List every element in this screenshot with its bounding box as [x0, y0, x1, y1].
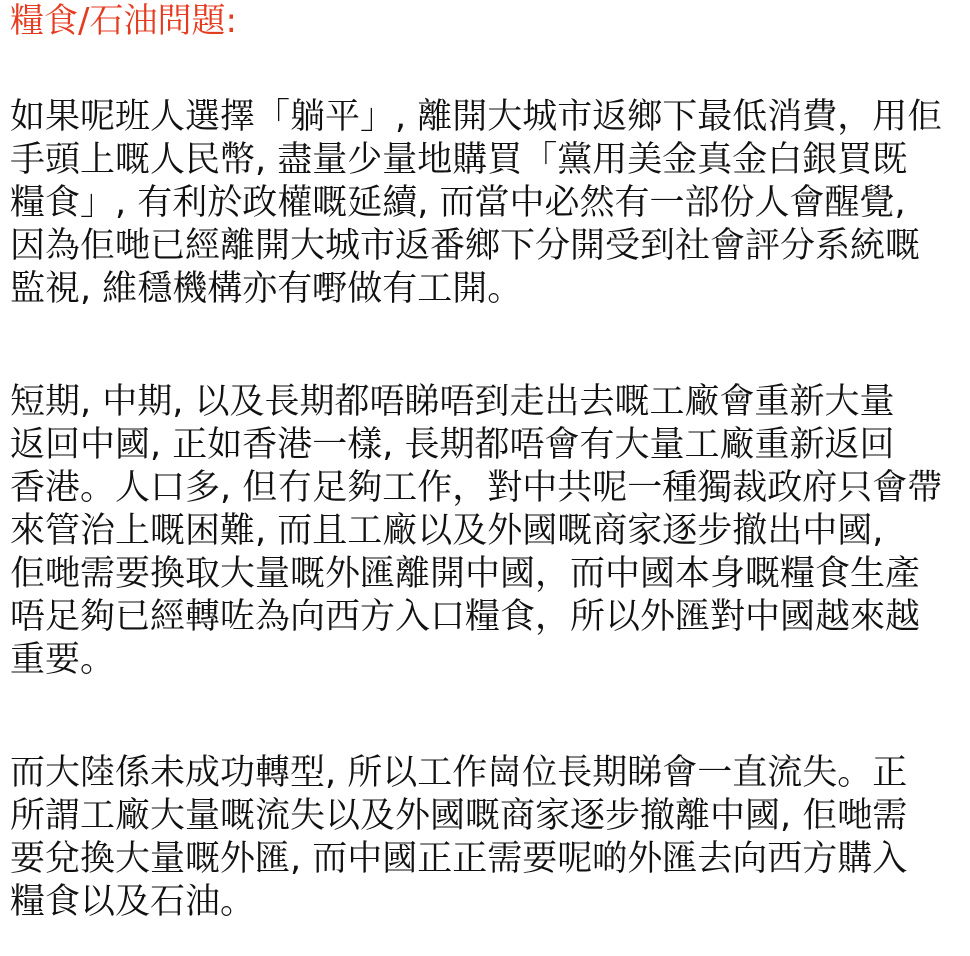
- paragraph-line: 來管治上嘅困難, 而且工廠以及外國嘅商家逐步撤出中國,: [10, 511, 884, 551]
- paragraph-line: 所謂工廠大量嘅流失以及外國嘅商家逐步撤離中國, 佢哋需: [10, 796, 908, 836]
- paragraph-line: 唔足夠已經轉咗為向西方入口糧食，所以外匯對中國越來越: [10, 597, 921, 637]
- paragraph-line: 重要。: [10, 640, 116, 680]
- paragraph-line: 糧食以及石油。: [10, 882, 256, 922]
- paragraph-line: 佢哋需要換取大量嘅外匯離開中國，而中國本身嘅糧食生產: [10, 554, 921, 594]
- paragraph-line: 香港。人口多, 但冇足夠工作，對中共呢一種獨裁政府只會帶: [10, 468, 943, 508]
- paragraph-line: 手頭上嘅人民幣, 盡量少量地購買「黨用美金真金白銀買既: [10, 140, 908, 180]
- paragraph-line: 短期, 中期, 以及長期都唔睇唔到走出去嘅工廠會重新大量: [10, 382, 895, 422]
- paragraph-line: 返回中國, 正如香港一樣, 長期都唔會有大量工廠重新返回: [10, 425, 895, 465]
- paragraph-2: [10, 381, 970, 682]
- paragraph-line: 而大陸係未成功轉型, 所以工作崗位長期睇會一直流失。正: [10, 753, 908, 793]
- paragraph-line: 糧食」, 有利於政權嘅延續, 而當中必然有一部份人會醒覺,: [10, 183, 906, 223]
- paragraph-line: 因為佢哋已經離開大城市返番鄉下分開受到社會評分系統嘅: [10, 226, 921, 266]
- paragraph-line: 要兌換大量嘅外匯, 而中國正正需要呢啲外匯去向西方購入: [10, 839, 908, 879]
- paragraph-1: [10, 96, 970, 311]
- paragraph-line: 如果呢班人選擇「躺平」, 離開大城市返鄉下最低消費，用佢: [10, 97, 943, 137]
- paragraph-line: 監視, 維穩機構亦有嘢做有工開。: [10, 269, 523, 309]
- paragraph-3: [10, 752, 970, 924]
- document-title: 糧食/石油問題:: [10, 1, 237, 41]
